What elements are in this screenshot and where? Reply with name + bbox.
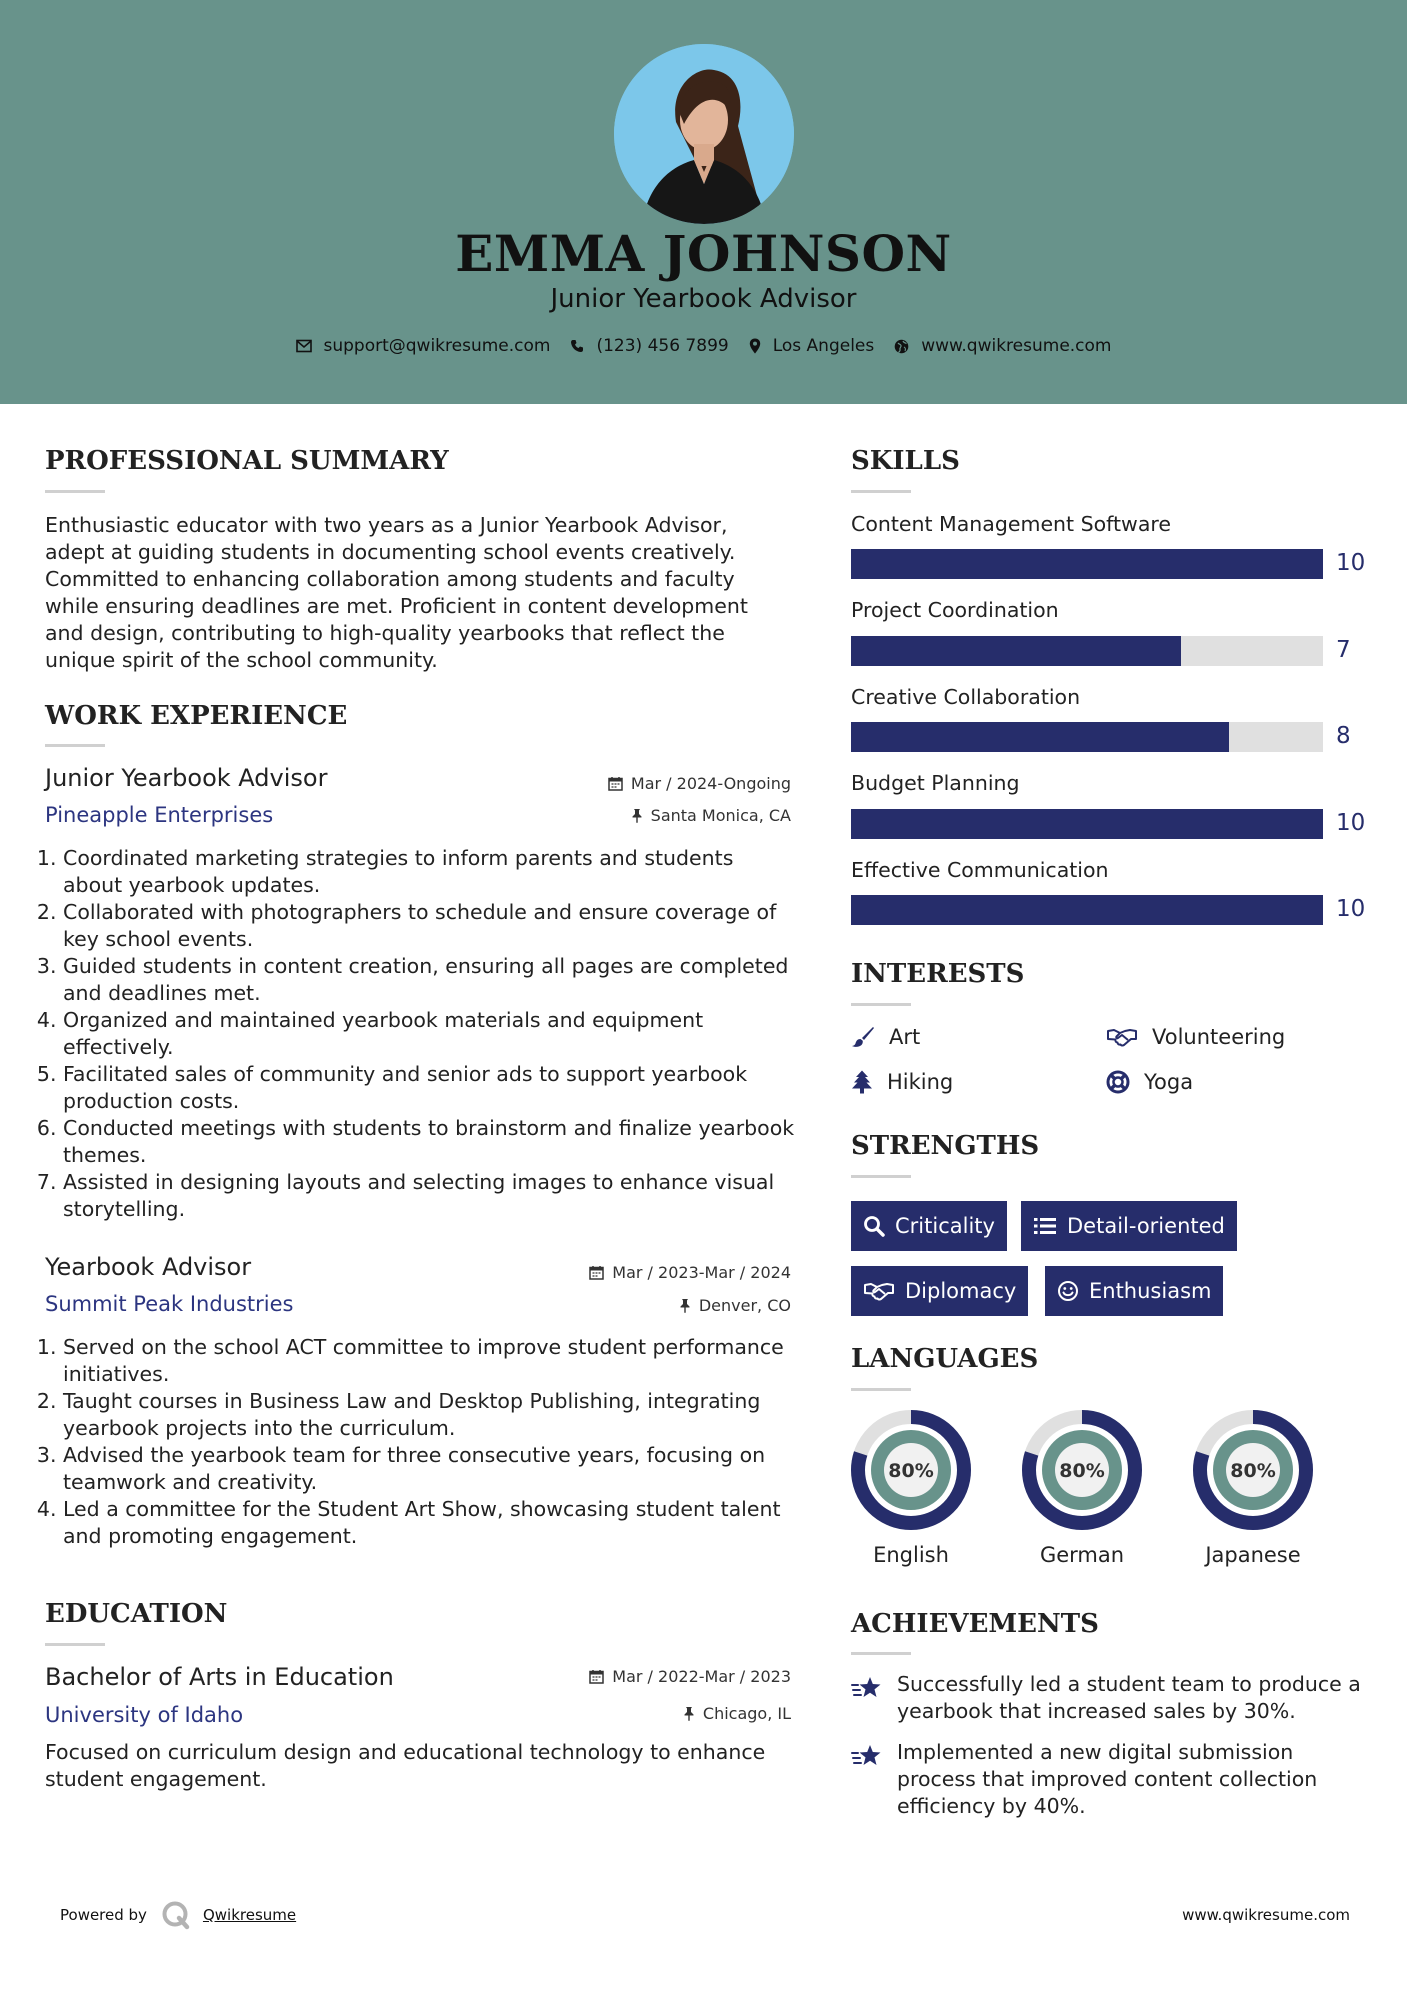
contact-phone-text: (123) 456 7899 — [596, 336, 729, 356]
handshake-icon — [863, 1280, 895, 1302]
skill-bar-fill — [851, 809, 1323, 839]
education-location — [500, 1704, 791, 1723]
list-item: 5. Facilitated sales of community and senior ads to support yearbook production costs. — [63, 1061, 795, 1115]
contact-location — [749, 336, 875, 356]
strength-label: Detail-oriented — [1067, 1214, 1225, 1238]
skill-bar — [851, 895, 1323, 925]
experience-divider — [45, 744, 105, 747]
languages-divider — [851, 1388, 911, 1391]
globe-icon — [894, 339, 909, 354]
interest-hiking — [851, 1070, 953, 1094]
job-1-bullets — [45, 845, 795, 1223]
job-2-company: Summit Peak Industries — [45, 1292, 294, 1316]
candidate-title: Junior Yearbook Advisor — [550, 284, 857, 314]
skill-bar-fill — [851, 549, 1323, 579]
languages-heading: LANGUAGES — [851, 1344, 1039, 1374]
contact-phone[interactable] — [570, 336, 728, 356]
interest-label: Yoga — [1144, 1070, 1194, 1094]
contact-email-text: support@qwikresume.com — [323, 336, 551, 356]
language-ring-german — [1020, 1408, 1144, 1532]
handshake-icon — [1106, 1026, 1138, 1048]
brush-icon — [851, 1026, 875, 1048]
list-item: 7. Assisted in designing layouts and selecting images to enhance visual storytelling. — [63, 1169, 795, 1223]
contact-email[interactable] — [296, 336, 551, 356]
contact-website[interactable] — [894, 336, 1111, 356]
skill-bar — [851, 549, 1323, 579]
education-degree: Bachelor of Arts in Education — [45, 1663, 394, 1691]
language-percent: 80% — [1059, 1460, 1105, 1482]
footer-website[interactable]: www.qwikresume.com — [1182, 1906, 1350, 1924]
strengths-divider — [851, 1175, 911, 1178]
job-2-title: Yearbook Advisor — [45, 1253, 252, 1281]
interest-label: Volunteering — [1152, 1025, 1286, 1049]
interests-divider — [851, 1003, 911, 1006]
strengths-heading: STRENGTHS — [851, 1131, 1040, 1161]
calendar-icon — [608, 776, 623, 791]
strength-label: Criticality — [895, 1214, 995, 1238]
strength-label: Enthusiasm — [1089, 1279, 1212, 1303]
skill-label: Project Coordination — [851, 598, 1059, 622]
footer-powered-by — [60, 1900, 296, 1930]
skill-value: 10 — [1336, 896, 1366, 922]
job-2-location-text: Denver, CO — [698, 1296, 791, 1315]
interest-art — [851, 1025, 920, 1049]
summary-text: Enthusiastic educator with two years as a Junior Yearbook Advisor, adept at guiding students in documenting school events creatively. Committed to enhancing collaboration among students and faculty while ensuring deadlines are met. Proficient in content development and design, contributing to high-quality yearbooks that reflect the unique spirit of the school community. — [45, 513, 748, 672]
profile-photo-icon — [614, 44, 794, 224]
contact-website-text: www.qwikresume.com — [921, 336, 1112, 356]
qwikresume-logo-icon — [161, 1900, 191, 1930]
list-icon — [1033, 1216, 1057, 1236]
lifebuoy-icon — [1106, 1070, 1130, 1094]
language-label: German — [1039, 1543, 1125, 1567]
interest-volunteering — [1106, 1025, 1285, 1049]
skill-value: 10 — [1336, 550, 1366, 576]
achievements-divider — [851, 1652, 911, 1655]
pushpin-icon — [683, 1706, 695, 1721]
strength-tag-detail-oriented — [1021, 1201, 1237, 1251]
interest-yoga — [1106, 1070, 1193, 1094]
list-item: 1. Coordinated marketing strategies to inform parents and students about yearbook updates. — [63, 845, 795, 899]
summary-heading: PROFESSIONAL SUMMARY — [45, 446, 449, 476]
strength-tag-diplomacy — [851, 1266, 1028, 1316]
interest-label: Art — [889, 1025, 921, 1049]
job-1-date — [500, 774, 791, 793]
list-item: 2. Collaborated with photographers to schedule and ensure coverage of key school events. — [63, 899, 795, 953]
achievement-item — [851, 1739, 1361, 1820]
strength-label: Diplomacy — [905, 1279, 1017, 1303]
education-divider — [45, 1643, 105, 1646]
language-percent: 80% — [1230, 1460, 1276, 1482]
smile-icon — [1057, 1280, 1079, 1302]
list-item: 4. Organized and maintained yearbook materials and equipment effectively. — [63, 1007, 795, 1061]
skill-label: Content Management Software — [851, 512, 1171, 536]
interests-heading: INTERESTS — [851, 959, 1025, 989]
skill-bar — [851, 809, 1323, 839]
skill-label: Creative Collaboration — [851, 685, 1081, 709]
job-1-title: Junior Yearbook Advisor — [45, 764, 328, 792]
interest-label: Hiking — [887, 1070, 954, 1094]
skill-bar — [851, 722, 1323, 752]
job-1-location — [500, 806, 791, 825]
job-1-location-text: Santa Monica, CA — [650, 806, 791, 825]
pushpin-icon — [631, 808, 643, 823]
list-item: 3. Guided students in content creation, ensuring all pages are completed and deadlines met. — [63, 953, 795, 1007]
resume-header — [0, 0, 1407, 404]
job-2-bullets — [45, 1334, 795, 1550]
contact-bar — [0, 336, 1407, 356]
skill-bar-fill — [851, 722, 1229, 752]
language-ring-japanese — [1191, 1408, 1315, 1532]
job-2-location — [500, 1296, 791, 1315]
skill-label: Budget Planning — [851, 771, 1020, 795]
tree-icon — [851, 1070, 873, 1094]
skill-bar — [851, 636, 1323, 666]
strength-tag-criticality — [851, 1201, 1007, 1251]
calendar-icon — [589, 1265, 604, 1280]
education-text: Focused on curriculum design and educational technology to enhance student engagement. — [45, 1740, 766, 1791]
candidate-name: EMMA JOHNSON — [455, 224, 952, 283]
avatar — [614, 44, 794, 224]
language-ring-english — [849, 1408, 973, 1532]
language-label: Japanese — [1205, 1543, 1301, 1567]
pushpin-icon — [679, 1298, 691, 1313]
education-date-text: Mar / 2022-Mar / 2023 — [612, 1667, 791, 1686]
achievement-text: Implemented a new digital submission process that improved content collection efficiency by 40%. — [897, 1740, 1318, 1818]
education-location-text: Chicago, IL — [702, 1704, 791, 1723]
skill-value: 7 — [1336, 637, 1351, 663]
skill-label: Effective Communication — [851, 858, 1109, 882]
strength-tag-enthusiasm — [1045, 1266, 1223, 1316]
list-item: 4. Led a committee for the Student Art Show, showcasing student talent and promoting engagement. — [63, 1496, 795, 1550]
star-icon — [851, 1675, 883, 1701]
contact-location-text: Los Angeles — [772, 336, 875, 356]
map-marker-icon — [749, 338, 761, 354]
education-school: University of Idaho — [45, 1703, 244, 1727]
skills-divider — [851, 490, 911, 493]
list-item: 1. Served on the school ACT committee to improve student performance initiatives. — [63, 1334, 795, 1388]
education-heading: EDUCATION — [45, 1599, 228, 1629]
list-item: 3. Advised the yearbook team for three consecutive years, focusing on teamwork and creativity. — [63, 1442, 795, 1496]
job-1-date-text: Mar / 2024-Ongoing — [630, 774, 791, 793]
achievement-item — [851, 1671, 1361, 1725]
language-label: English — [873, 1543, 949, 1567]
list-item: 6. Conducted meetings with students to brainstorm and finalize yearbook themes. — [63, 1115, 795, 1169]
powered-by-text: Powered by — [60, 1906, 147, 1924]
achievements-heading: ACHIEVEMENTS — [851, 1609, 1099, 1639]
education-date — [500, 1667, 791, 1686]
language-percent: 80% — [888, 1460, 934, 1482]
calendar-icon — [589, 1669, 604, 1684]
phone-icon — [570, 339, 584, 353]
experience-heading: WORK EXPERIENCE — [45, 701, 348, 731]
list-item: 2. Taught courses in Business Law and Desktop Publishing, integrating yearbook projects into the curriculum. — [63, 1388, 795, 1442]
skills-heading: SKILLS — [851, 446, 960, 476]
skill-value: 8 — [1336, 723, 1351, 749]
skill-value: 10 — [1336, 810, 1366, 836]
star-icon — [851, 1743, 883, 1769]
envelope-icon — [296, 339, 312, 353]
skill-bar-fill — [851, 895, 1323, 925]
job-1-company: Pineapple Enterprises — [45, 803, 274, 827]
search-icon — [863, 1215, 885, 1237]
achievement-text: Successfully led a student team to produce a yearbook that increased sales by 30%. — [897, 1672, 1361, 1723]
summary-divider — [45, 490, 105, 493]
job-2-date-text: Mar / 2023-Mar / 2024 — [612, 1263, 791, 1282]
brand-link[interactable]: Qwikresume — [202, 1906, 297, 1924]
job-2-date — [500, 1263, 791, 1282]
skill-bar-fill — [851, 636, 1181, 666]
